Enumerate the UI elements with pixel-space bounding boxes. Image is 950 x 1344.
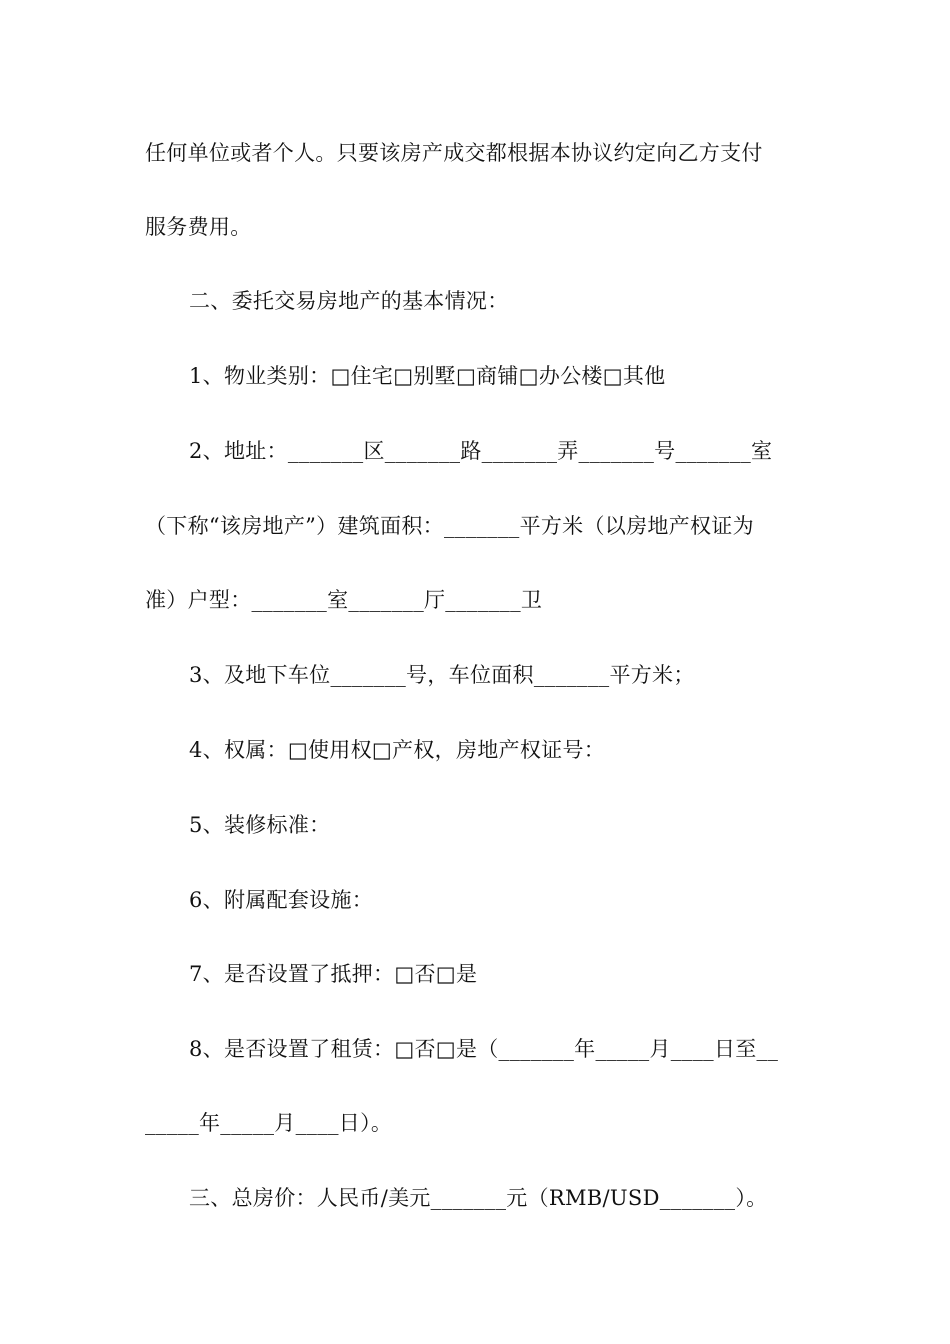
- section-heading-3: 三、总房价：人民币/美元_______元（RMB/USD_______）。: [189, 1186, 768, 1210]
- paragraph-line-2: 服务费用。: [145, 215, 252, 239]
- item-address: 2、地址：_______区_______路_______弄_______号_______室: [189, 439, 773, 463]
- item-layout: 准）户型：_______室_______厅_______卫: [145, 588, 543, 612]
- item-address-continued: （下称“该房地产”）建筑面积：_______平方米（以房地产权证为: [145, 514, 754, 538]
- item-lease: 8、是否设置了租赁：□否□是（_______年_____月____日至__: [189, 1037, 779, 1061]
- item-parking: 3、及地下车位_______号，车位面积_______平方米；: [189, 663, 695, 687]
- item-decoration: 5、装修标准：: [189, 813, 331, 837]
- item-facilities: 6、附属配套设施：: [189, 888, 374, 912]
- item-property-type: 1、物业类别：□住宅□别墅□商铺□办公楼□其他: [189, 364, 666, 388]
- section-heading-2: 二、委托交易房地产的基本情况：: [189, 289, 509, 313]
- paragraph-line-1: 任何单位或者个人。只要该房产成交都根据本协议约定向乙方支付: [145, 141, 763, 165]
- item-mortgage: 7、是否设置了抵押：□否□是: [189, 962, 478, 986]
- item-lease-continued: _____年_____月____日）。: [145, 1111, 393, 1135]
- item-ownership: 4、权属：□使用权□产权，房地产权证号：: [189, 738, 606, 762]
